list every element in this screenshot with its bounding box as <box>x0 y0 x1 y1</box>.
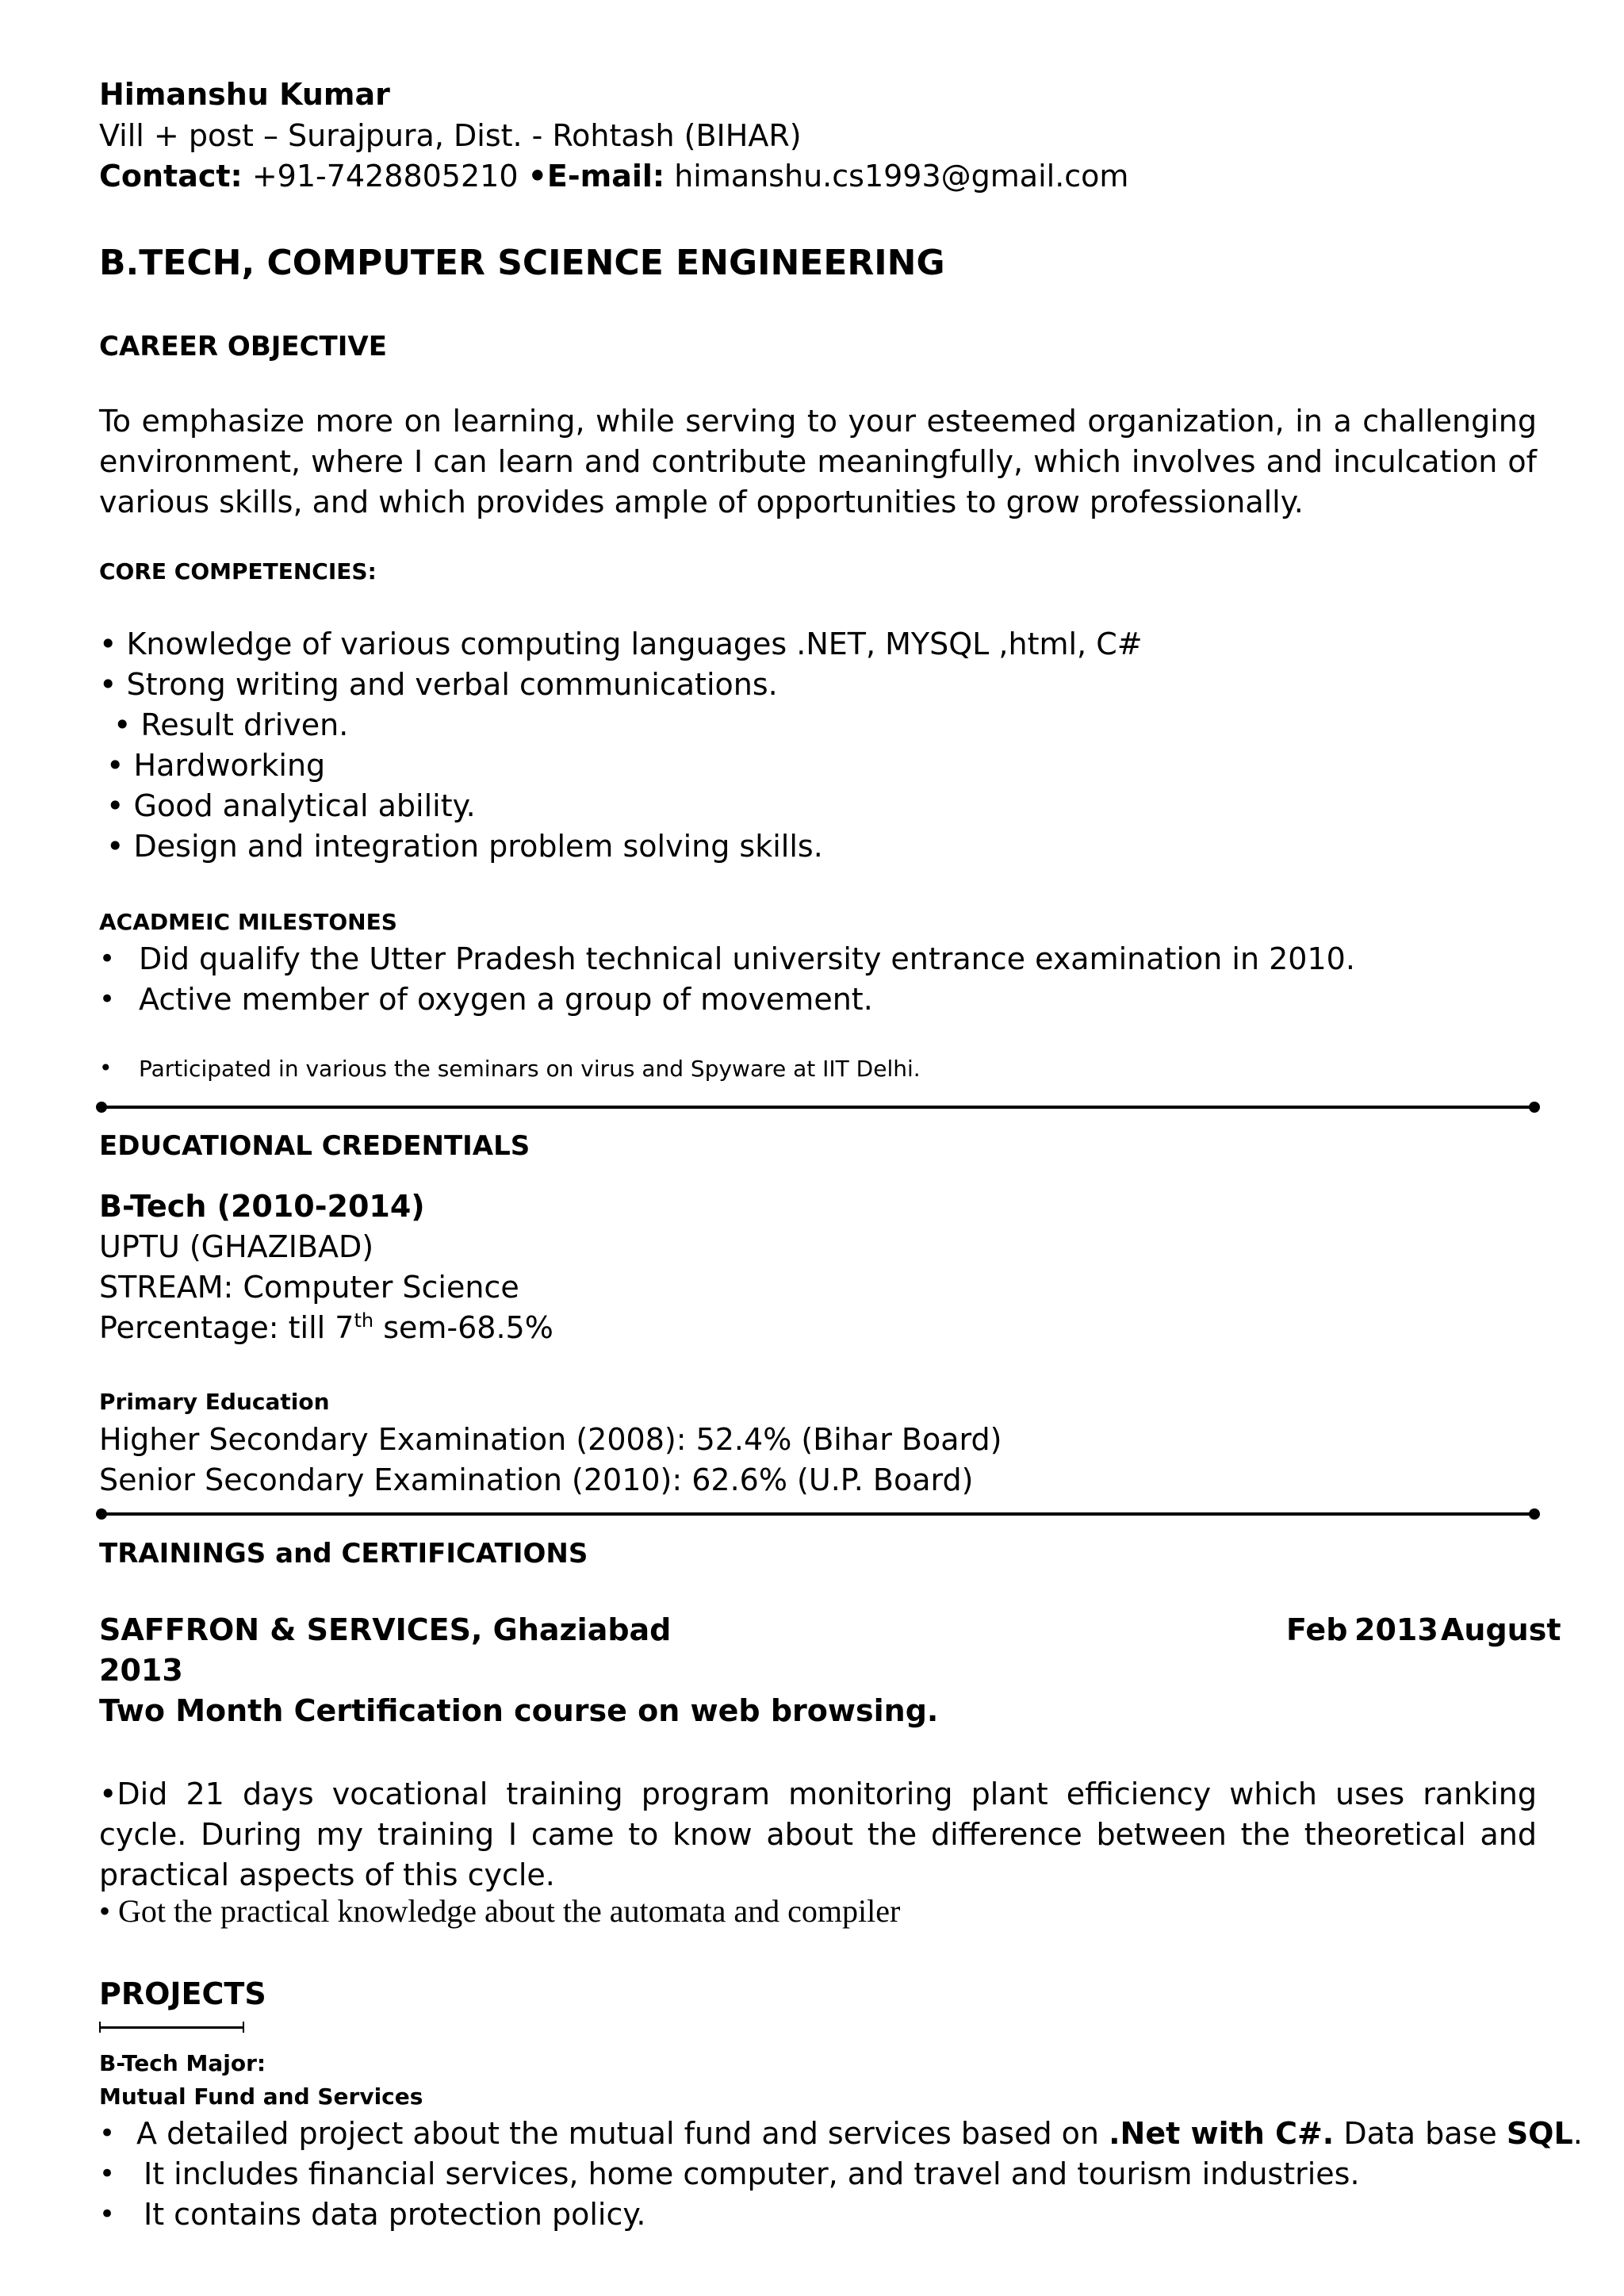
email-label: E-mail: <box>546 159 665 194</box>
list-item: It includes financial services, home computer, and travel and tourism industries. <box>144 2156 1360 2191</box>
percentage <box>99 1309 553 1345</box>
core-competencies-heading: CORE COMPETENCIES: <box>99 558 377 585</box>
list-item-text: Strong writing and verbal communications. <box>126 667 778 702</box>
project-item-text: Data base <box>1334 2116 1507 2151</box>
bullet-icon: • <box>99 667 117 702</box>
contact-label: Contact: <box>99 159 243 194</box>
candidate-name: Himanshu Kumar <box>99 77 390 112</box>
projects-underline <box>99 2026 244 2029</box>
education-heading: EDUCATIONAL CREDENTIALS <box>99 1130 530 1162</box>
list-item-text: Result driven. <box>140 707 349 742</box>
project-major-label: B-Tech Major: <box>99 2050 266 2076</box>
university: UPTU (GHAZIBAD) <box>99 1229 374 1264</box>
training-date-august: August <box>1441 1612 1561 1647</box>
project-item-text: A detailed project about the mutual fund and services based on <box>136 2116 1109 2151</box>
bullet-icon: • <box>113 707 132 742</box>
primary-education-heading: Primary Education <box>99 1389 330 1415</box>
percentage-prefix: Percentage: till 7 <box>99 1310 354 1345</box>
list-item-text: Design and integration problem solving skills. <box>133 829 823 864</box>
btech-title: B-Tech (2010-2014) <box>99 1189 425 1224</box>
bullet-icon: • <box>106 788 124 823</box>
list-item <box>113 707 349 742</box>
degree-title: B.TECH, COMPUTER SCIENCE ENGINEERING <box>99 243 945 283</box>
percentage-suffix: sem-68.5% <box>373 1310 553 1345</box>
training-company: SAFFRON & SERVICES, Ghaziabad <box>99 1612 672 1647</box>
list-item <box>99 669 778 700</box>
address: Vill + post – Surajpura, Dist. - Rohtash (BIHAR) <box>99 118 802 153</box>
career-objective-heading: CAREER OBJECTIVE <box>99 331 387 362</box>
bullet-icon: • <box>99 1055 113 1081</box>
email-address: himanshu.cs1993@gmail.com <box>665 159 1129 194</box>
senior-secondary: Senior Secondary Examination (2010): 62.6% (U.P. Board) <box>99 1462 974 1497</box>
bullet-icon: • <box>99 2158 116 2190</box>
bullet-icon: • <box>106 829 124 864</box>
career-objective-text: To emphasize more on learning, while serving to your esteemed organization, in a challenging environment, where I can learn and contribute meaningfully, which involves and inculcation of various skills, and which provides ample of opportunities to grow professionally. <box>99 404 1537 519</box>
list-item <box>99 629 1143 659</box>
project-tech: .Net with C#. <box>1109 2116 1335 2151</box>
vocational-training: •Did 21 days vocational training program monitoring plant efficiency which uses ranking cycle. During my training I came to know about the difference between the theoretical and practical aspects of this cycle. <box>99 1777 1537 1892</box>
list-item-text: Good analytical ability. <box>133 788 476 823</box>
section-divider <box>99 1512 1537 1516</box>
contact-phone: +91-7428805210 <box>242 159 528 194</box>
percentage-sup: th <box>354 1309 374 1332</box>
bullet-icon: • <box>99 627 117 661</box>
list-item-text: Knowledge of various computing languages .NET, MYSQL ,html, C# <box>126 627 1143 661</box>
higher-secondary: Higher Secondary Examination (2008): 52.4% (Bihar Board) <box>99 1422 1002 1457</box>
bullet-icon: • <box>99 943 116 975</box>
list-item: It contains data protection policy. <box>144 2197 646 2232</box>
bullet-icon: • <box>99 983 116 1015</box>
training-date-year: 2013 <box>1354 1612 1438 1647</box>
project-title: Mutual Fund and Services <box>99 2083 423 2110</box>
project-db: SQL <box>1506 2116 1573 2151</box>
training-date-feb: Feb <box>1286 1612 1348 1647</box>
section-divider <box>99 1106 1537 1109</box>
automata-knowledge: • Got the practical knowledge about the automata and compiler <box>99 1893 901 1929</box>
list-item: Participated in various the seminars on virus and Spyware at IIT Delhi. <box>139 1056 921 1082</box>
list-item: Did qualify the Utter Pradesh technical university entrance examination in 2010. <box>139 941 1355 976</box>
project-item-text: . <box>1572 2116 1583 2151</box>
academic-milestones-heading: ACADMEIC MILESTONES <box>99 909 397 935</box>
bullet-icon: • <box>106 748 124 783</box>
trainings-heading: TRAININGS and CERTIFICATIONS <box>99 1538 588 1570</box>
list-item-text: Hardworking <box>133 748 326 783</box>
projects-heading: PROJECTS <box>99 1976 266 2011</box>
stream: STREAM: Computer Science <box>99 1270 519 1305</box>
list-item <box>136 2116 1583 2151</box>
email-bullet: • <box>527 159 547 194</box>
list-item: Active member of oxygen a group of movement. <box>139 982 873 1017</box>
training-date-year-wrap: 2013 <box>99 1653 183 1688</box>
bullet-icon: • <box>99 2118 116 2149</box>
contact-line <box>99 159 1129 194</box>
bullet-icon: • <box>99 2198 116 2230</box>
list-item <box>106 829 823 864</box>
list-item <box>106 788 476 823</box>
training-course: Two Month Certification course on web browsing. <box>99 1693 939 1728</box>
list-item <box>106 748 326 783</box>
